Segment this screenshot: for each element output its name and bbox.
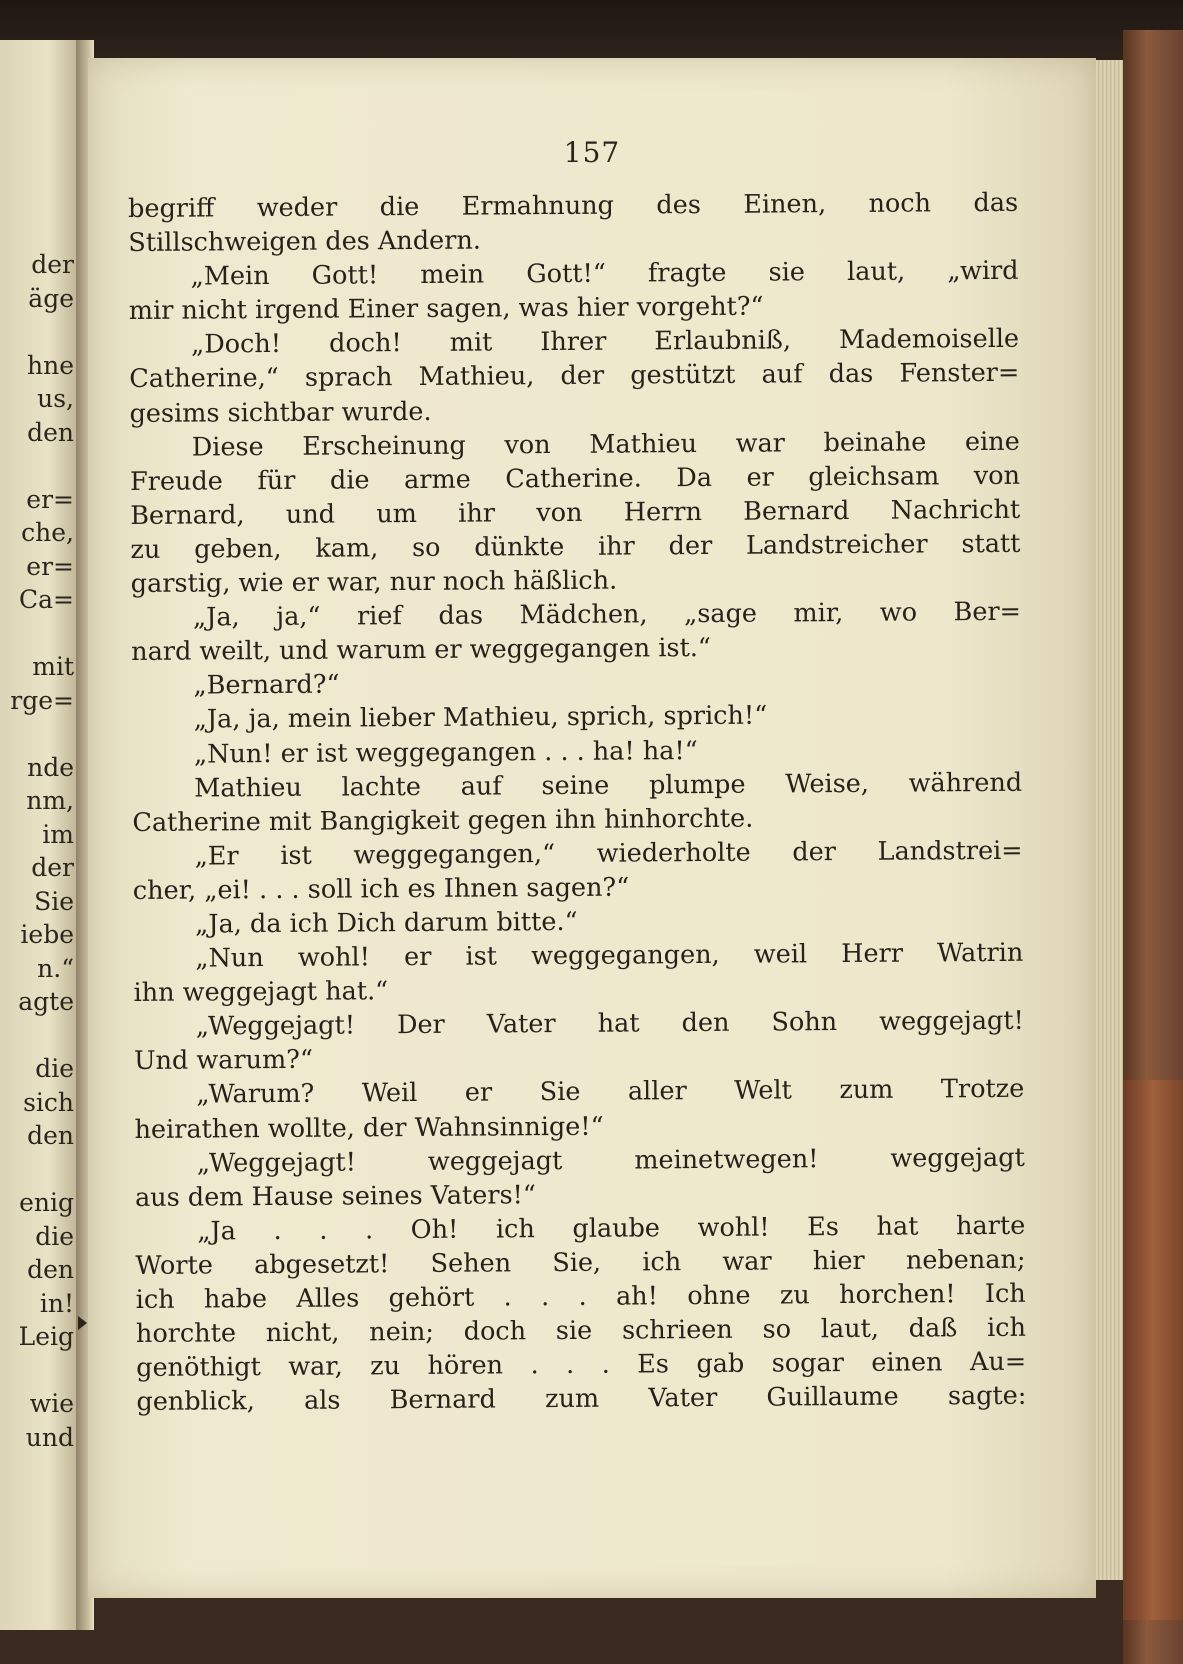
margin-fragment: der	[31, 250, 74, 279]
text-line: „Weggejagt! Der Vater hat den Sohn weggejagt!	[195, 1006, 1024, 1042]
margin-fragment: rge=	[10, 685, 74, 715]
text-line: Catherine,“ sprach Mathieu, der gestützt auf das Fenster=	[129, 358, 1020, 395]
text-line: mir nicht irgend Einer sagen, was hier vorgeht?“	[128, 291, 764, 327]
text-line: garstig, wie er war, nur noch häßlich.	[130, 565, 618, 600]
margin-fragment: die	[35, 1054, 74, 1083]
text-line: „Ja, ja,“ rief das Mädchen, „sage mir, wo Ber=	[192, 596, 1022, 633]
margin-fragment: wie	[29, 1389, 74, 1418]
margin-fragment: den	[27, 417, 74, 447]
page-number: 157	[563, 136, 621, 169]
page-edges	[1095, 60, 1123, 1580]
text-line: „Nun! er ist weggegangen . . . ha! ha!“	[193, 735, 698, 770]
text-line: „Ja, ja, mein lieber Mathieu, sprich, sprich!“	[193, 700, 768, 735]
margin-fragment: che,	[21, 518, 74, 547]
text-line: begriff weder die Ermahnung des Einen, noch das	[128, 187, 1019, 224]
margin-fragment: den	[27, 1121, 74, 1150]
right-page	[88, 58, 1096, 1598]
text-line: Catherine mit Bangigkeit gegen ihn hinhorchte.	[132, 803, 754, 838]
text-line: „Ja, da ich Dich darum bitte.“	[195, 906, 578, 940]
text-line: ihn weggejagt hat.“	[133, 976, 389, 1009]
margin-fragment: der	[31, 853, 74, 882]
margin-fragment	[2, 717, 74, 751]
text-line: horchte nicht, nein; doch sie schrieen so laut, daß ich	[135, 1312, 1027, 1350]
text-line: „Doch! doch! mit Ihrer Erlaubniß, Mademoiselle	[190, 324, 1020, 360]
page-body-text	[128, 186, 1027, 1420]
margin-fragment	[2, 1153, 74, 1187]
margin-fragment	[2, 1354, 74, 1388]
margin-fragment: im	[42, 819, 74, 849]
margin-fragment	[2, 617, 74, 651]
text-line: Diese Erscheinung von Mathieu war beinahe eine	[191, 426, 1020, 463]
text-line: heirathen wollte, der Wahnsinnige!“	[134, 1111, 604, 1145]
margin-fragment: nde	[27, 752, 74, 782]
margin-fragment: n.“	[37, 953, 74, 983]
margin-fragment	[2, 449, 74, 483]
marker-triangle	[78, 1316, 87, 1330]
margin-fragment: mit	[32, 652, 74, 681]
text-line: „Er ist weggegangen,“ wiederholte der Landstrei=	[194, 835, 1023, 872]
text-line: Und warum?“	[133, 1045, 314, 1077]
text-line: genöthigt war, zu hören . . . Es gab sogar einen Au=	[136, 1346, 1027, 1384]
text-line: gesims sichtbar wurde.	[129, 396, 432, 429]
margin-fragment: Sie	[34, 886, 74, 916]
text-line: zu geben, kam, so dünkte ihr der Landstreicher statt	[130, 528, 1021, 565]
margin-fragment: er=	[26, 551, 74, 581]
text-line: „Weggejagt! weggejagt meinetwegen! weggejagt	[196, 1142, 1025, 1179]
text-line: Worte abgesetzt! Sehen Sie, ich war hier nebenan;	[135, 1244, 1026, 1281]
margin-fragment: enig	[19, 1188, 74, 1217]
margin-fragment: äge	[28, 283, 74, 313]
margin-fragment: und	[25, 1422, 74, 1452]
margin-fragment: sich	[23, 1087, 74, 1117]
text-line: nard weilt, und warum er weggegangen ist.“	[131, 633, 712, 668]
margin-fragment: die	[35, 1221, 74, 1251]
left-page-text-fragments	[2, 248, 74, 1454]
margin-fragment	[2, 315, 74, 349]
text-line: Freude für die arme Catherine. Da er gleichsam von	[129, 460, 1021, 497]
text-line: cher, „ei! . . . soll ich es Ihnen sagen?“	[132, 872, 630, 906]
text-line: Stillschweigen des Andern.	[128, 225, 482, 259]
margin-fragment: er=	[26, 484, 74, 514]
margin-fragment: hne	[27, 350, 74, 380]
margin-fragment: Ca=	[19, 585, 74, 614]
margin-fragment: Leig	[18, 1322, 74, 1351]
margin-fragment: iebe	[20, 920, 74, 949]
text-line: ich habe Alles gehört . . . ah! ohne zu horchen! Ich	[135, 1278, 1026, 1315]
margin-fragment: den	[27, 1255, 74, 1284]
text-line: aus dem Hause seines Vaters!“	[134, 1179, 537, 1213]
left-page	[0, 40, 82, 1630]
text-line: „Bernard?“	[193, 669, 340, 701]
text-line: „Mein Gott! mein Gott!“ fragte sie laut, „wird	[190, 255, 1019, 292]
text-line: genblick, als Bernard zum Vater Guillaume sagte:	[136, 1381, 1027, 1418]
margin-fragment: us,	[37, 384, 74, 413]
scan-background-top	[0, 0, 1183, 60]
margin-fragment	[2, 1019, 74, 1053]
text-line: „Ja . . . Oh! ich glaube wohl! Es hat harte	[197, 1210, 1026, 1247]
text-line: „Nun wohl! er ist weggegangen, weil Herr Watrin	[195, 937, 1024, 974]
text-line: „Warum? Weil er Sie aller Welt zum Trotze	[196, 1074, 1025, 1110]
margin-fragment: in!	[39, 1288, 74, 1318]
margin-fragment: nm,	[26, 786, 74, 815]
margin-fragment: agte	[18, 987, 74, 1016]
leather-binding	[1123, 1080, 1183, 1620]
text-line: Bernard, und um ihr von Herrn Bernard Nachricht	[130, 494, 1021, 531]
text-line: Mathieu lachte auf seine plumpe Weise, während	[194, 767, 1023, 804]
